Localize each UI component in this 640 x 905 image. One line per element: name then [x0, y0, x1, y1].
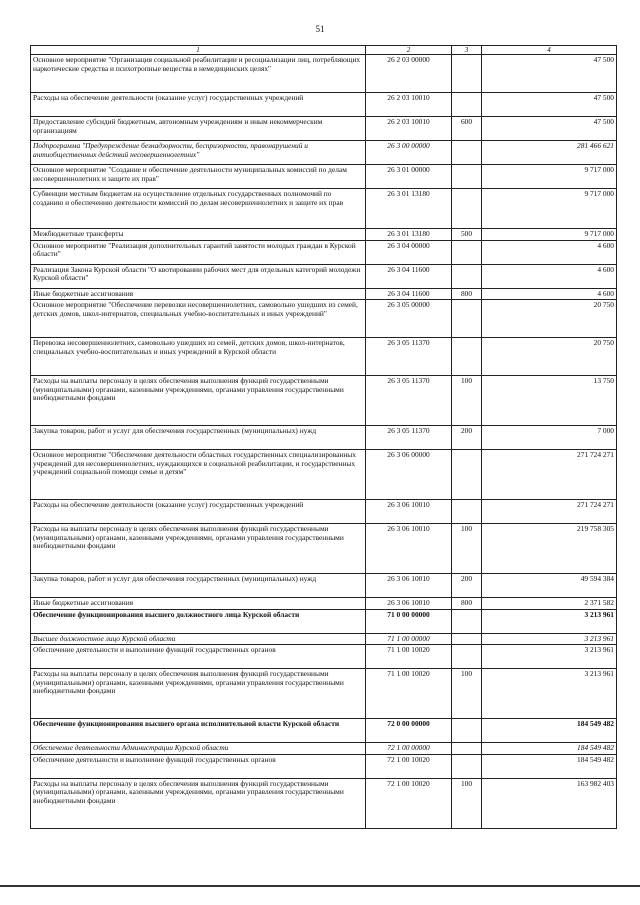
- table-row: [31, 300, 617, 338]
- row-vr-cell: [452, 450, 482, 500]
- row-vr-cell: [452, 93, 482, 117]
- table-row: [31, 376, 617, 426]
- row-name-cell: Межбюджетные трансферты: [31, 229, 366, 241]
- row-vr-cell: 100: [452, 376, 482, 426]
- row-code-cell: 71 1 00 00000: [366, 633, 452, 645]
- row-sum-cell: 281 466 621: [482, 141, 617, 165]
- table-row: [31, 240, 617, 264]
- row-sum-cell: 9 717 000: [482, 189, 617, 229]
- table-row: [31, 338, 617, 376]
- row-sum-cell: 20 750: [482, 338, 617, 376]
- table-row: [31, 609, 617, 633]
- row-vr-cell: [452, 743, 482, 755]
- table-row: [31, 633, 617, 645]
- row-name-cell: Реализация Закона Курской области "О квотировании рабочих мест для отдельных категорий молодежи Курской области": [31, 264, 366, 288]
- row-name-cell: Обеспечение функционирования высшего должностного лица Курской области: [31, 609, 366, 633]
- row-name-cell: Расходы на выплаты персоналу в целях обеспечения выполнения функций государственными (муниципальными) органами, казенными учреждениями, органами управления государственными внебюджетными фондами: [31, 524, 366, 574]
- table-row: [31, 264, 617, 288]
- table-row: [31, 288, 617, 300]
- row-name-cell: Предоставление субсидий бюджетным, автономным учреждениям и иным некоммерческим организациям: [31, 117, 366, 141]
- row-vr-cell: [452, 338, 482, 376]
- row-code-cell: 71 1 00 10020: [366, 645, 452, 669]
- table-row: [31, 189, 617, 229]
- row-code-cell: 72 1 00 10020: [366, 754, 452, 778]
- row-code-cell: 26 3 05 11370: [366, 376, 452, 426]
- row-name-cell: Обеспечение функционирования высшего органа исполнительной власти Курской области: [31, 719, 366, 743]
- table-row: [31, 55, 617, 93]
- row-name-cell: Расходы на обеспечение деятельности (оказание услуг) государственных учреждений: [31, 93, 366, 117]
- row-vr-cell: 500: [452, 229, 482, 241]
- row-vr-cell: [452, 165, 482, 189]
- row-code-cell: 26 3 05 11370: [366, 426, 452, 450]
- row-code-cell: 26 3 04 11600: [366, 288, 452, 300]
- header-col-1: 1: [31, 46, 366, 55]
- row-vr-cell: [452, 141, 482, 165]
- row-code-cell: 72 1 00 00000: [366, 743, 452, 755]
- row-vr-cell: [452, 719, 482, 743]
- row-vr-cell: [452, 633, 482, 645]
- header-col-2: 2: [366, 46, 452, 55]
- row-name-cell: Закупка товаров, работ и услуг для обеспечения государственных (муниципальных) нужд: [31, 426, 366, 450]
- row-code-cell: 26 3 06 10010: [366, 500, 452, 524]
- row-code-cell: 26 3 01 13180: [366, 189, 452, 229]
- header-col-3: 3: [452, 46, 482, 55]
- table-row: [31, 117, 617, 141]
- table-body: [31, 55, 617, 829]
- row-name-cell: Обеспечение деятельности и выполнение функций государственных органов: [31, 754, 366, 778]
- scan-edge-line: [0, 885, 640, 887]
- row-code-cell: 26 2 03 10010: [366, 93, 452, 117]
- row-name-cell: Подпрограмма "Предупреждение безнадзорности, беспризорности, правонарушений и антиобщественных действий несовершеннолетних": [31, 141, 366, 165]
- row-code-cell: 26 3 06 10010: [366, 524, 452, 574]
- row-code-cell: 26 3 06 00000: [366, 450, 452, 500]
- row-sum-cell: 49 594 384: [482, 574, 617, 598]
- row-vr-cell: 100: [452, 669, 482, 719]
- row-sum-cell: 13 750: [482, 376, 617, 426]
- row-name-cell: Расходы на выплаты персоналу в целях обеспечения выполнения функций государственными (муниципальными) органами, казенными учреждениями, органами управления государственными внебюджетными фондами: [31, 778, 366, 828]
- row-code-cell: 26 3 04 11600: [366, 264, 452, 288]
- row-name-cell: Обеспечение деятельности и выполнение функций государственных органов: [31, 645, 366, 669]
- table-row: [31, 598, 617, 610]
- row-name-cell: Расходы на обеспечение деятельности (оказание услуг) государственных учреждений: [31, 500, 366, 524]
- row-sum-cell: 3 213 961: [482, 633, 617, 645]
- budget-table: [30, 45, 617, 829]
- row-code-cell: 26 3 06 10010: [366, 574, 452, 598]
- table-row: [31, 500, 617, 524]
- row-code-cell: 72 0 00 00000: [366, 719, 452, 743]
- table-row: [31, 778, 617, 828]
- table-row: [31, 574, 617, 598]
- row-vr-cell: 600: [452, 117, 482, 141]
- row-sum-cell: 184 549 482: [482, 719, 617, 743]
- row-vr-cell: [452, 55, 482, 93]
- row-vr-cell: [452, 300, 482, 338]
- row-sum-cell: 184 549 482: [482, 743, 617, 755]
- table-row: [31, 165, 617, 189]
- row-name-cell: Расходы на выплаты персоналу в целях обеспечения выполнения функций государственными (муниципальными) органами, казенными учреждениями, органами управления государственными внебюджетными фондами: [31, 669, 366, 719]
- row-name-cell: Иные бюджетные ассигнования: [31, 598, 366, 610]
- table-row: [31, 524, 617, 574]
- row-name-cell: Закупка товаров, работ и услуг для обеспечения государственных (муниципальных) нужд: [31, 574, 366, 598]
- table-row: [31, 93, 617, 117]
- row-sum-cell: 219 758 305: [482, 524, 617, 574]
- row-code-cell: 72 1 00 10020: [366, 778, 452, 828]
- row-name-cell: Основное мероприятие "Организация социальной реабилитации и ресоциализации лиц, потребляющих наркотические средства и психотропные вещества в немедицинских целях": [31, 55, 366, 93]
- row-sum-cell: 4 600: [482, 240, 617, 264]
- row-vr-cell: [452, 240, 482, 264]
- header-row: [31, 46, 617, 55]
- row-code-cell: 26 3 01 13180: [366, 229, 452, 241]
- table-row: [31, 229, 617, 241]
- row-vr-cell: 200: [452, 426, 482, 450]
- row-code-cell: 26 3 06 10010: [366, 598, 452, 610]
- table-row: [31, 754, 617, 778]
- row-code-cell: 26 3 00 00000: [366, 141, 452, 165]
- row-vr-cell: 100: [452, 524, 482, 574]
- table-row: [31, 645, 617, 669]
- row-vr-cell: [452, 189, 482, 229]
- row-name-cell: Иные бюджетные ассигнования: [31, 288, 366, 300]
- row-code-cell: 26 2 03 10010: [366, 117, 452, 141]
- row-name-cell: Основное мероприятие "Обеспечение перевозки несовершеннолетних, самовольно ушедших из семей, детских домов, школ-интернатов, специальных учебно-воспитательных и иных учреждений": [31, 300, 366, 338]
- row-code-cell: 71 1 00 10020: [366, 669, 452, 719]
- row-vr-cell: [452, 500, 482, 524]
- header-col-4: 4: [482, 46, 617, 55]
- table-row: [31, 669, 617, 719]
- row-sum-cell: 47 500: [482, 55, 617, 93]
- row-sum-cell: 163 982 403: [482, 778, 617, 828]
- table-row: [31, 426, 617, 450]
- row-code-cell: 26 2 03 00000: [366, 55, 452, 93]
- row-code-cell: 26 3 01 00000: [366, 165, 452, 189]
- row-vr-cell: 800: [452, 288, 482, 300]
- row-sum-cell: 47 500: [482, 93, 617, 117]
- row-vr-cell: 800: [452, 598, 482, 610]
- row-sum-cell: 9 717 000: [482, 165, 617, 189]
- table-row: [31, 141, 617, 165]
- row-name-cell: Основное мероприятие "Реализация дополнительных гарантий занятости молодых граждан в Курской области": [31, 240, 366, 264]
- table-row: [31, 719, 617, 743]
- row-sum-cell: 271 724 271: [482, 450, 617, 500]
- row-code-cell: 71 0 00 00000: [366, 609, 452, 633]
- row-name-cell: Обеспечение деятельности Администрации Курской области: [31, 743, 366, 755]
- row-sum-cell: 3 213 961: [482, 669, 617, 719]
- row-vr-cell: [452, 609, 482, 633]
- row-name-cell: Основное мероприятие "Создание и обеспечение деятельности муниципальных комиссий по делам несовершеннолетних и защите их прав": [31, 165, 366, 189]
- row-vr-cell: 100: [452, 778, 482, 828]
- row-sum-cell: 7 000: [482, 426, 617, 450]
- row-sum-cell: 2 371 582: [482, 598, 617, 610]
- row-sum-cell: 9 717 000: [482, 229, 617, 241]
- row-vr-cell: [452, 754, 482, 778]
- row-sum-cell: 4 600: [482, 264, 617, 288]
- row-name-cell: Основное мероприятие "Обеспечение деятельности областных государственных специализированных учреждений для несовершеннолетних, нуждающихся в социальной реабилитации, и государственных учреждений социальной помощи семье и детям": [31, 450, 366, 500]
- row-sum-cell: 4 600: [482, 288, 617, 300]
- table-row: [31, 743, 617, 755]
- row-sum-cell: 271 724 271: [482, 500, 617, 524]
- row-name-cell: Перевозка несовершеннолетних, самовольно ушедших из семей, детских домов, школ-интернатов, специальных учебно-воспитательных и иных учреждений в Курской области: [31, 338, 366, 376]
- row-sum-cell: 47 500: [482, 117, 617, 141]
- row-vr-cell: 200: [452, 574, 482, 598]
- row-sum-cell: 20 750: [482, 300, 617, 338]
- row-vr-cell: [452, 264, 482, 288]
- row-name-cell: Субвенции местным бюджетам на осуществление отдельных государственных полномочий по созданию и обеспечению деятельности комиссий по делам несовершеннолетних и защите их прав: [31, 189, 366, 229]
- row-sum-cell: 3 213 961: [482, 609, 617, 633]
- row-code-cell: 26 3 05 00000: [366, 300, 452, 338]
- row-code-cell: 26 3 05 11370: [366, 338, 452, 376]
- table-row: [31, 450, 617, 500]
- row-vr-cell: [452, 645, 482, 669]
- row-code-cell: 26 3 04 00000: [366, 240, 452, 264]
- row-sum-cell: 3 213 961: [482, 645, 617, 669]
- row-sum-cell: 184 549 482: [482, 754, 617, 778]
- row-name-cell: Высшее должностное лицо Курской области: [31, 633, 366, 645]
- row-name-cell: Расходы на выплаты персоналу в целях обеспечения выполнения функций государственными (муниципальными) органами, казенными учреждениями, органами управления государственными внебюджетными фондами: [31, 376, 366, 426]
- page-number: 51: [315, 24, 325, 34]
